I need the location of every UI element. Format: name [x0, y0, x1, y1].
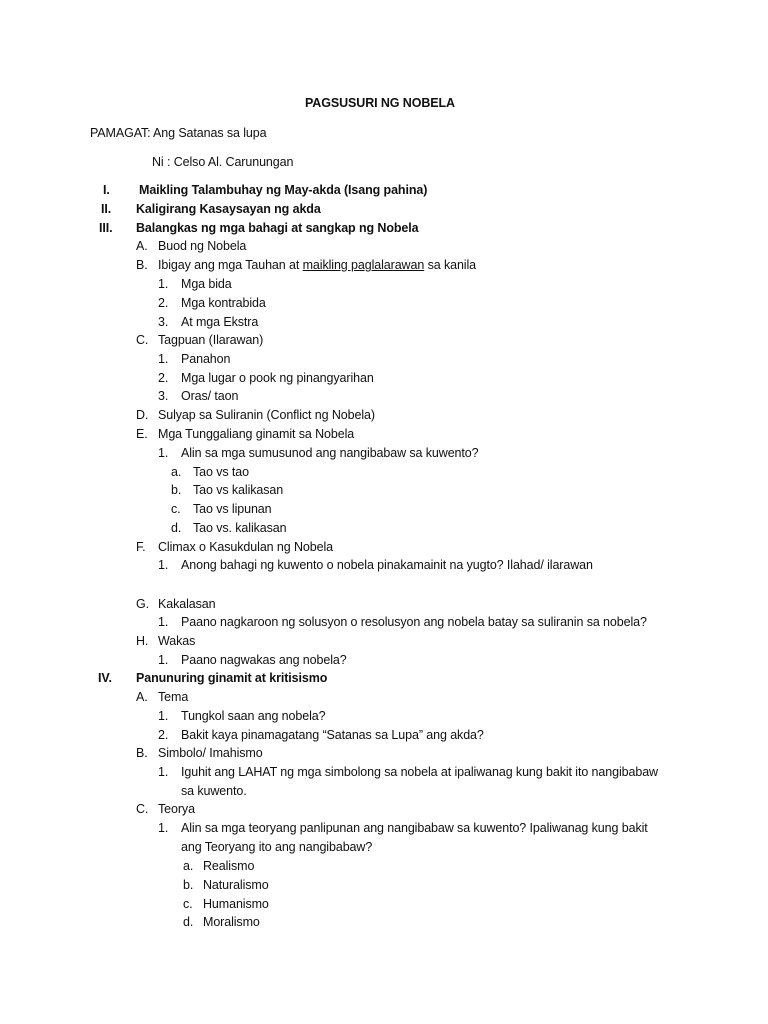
- list-item-continued: ang Teoryang ito ang nangibabaw?: [181, 840, 373, 854]
- list-marker: A.: [136, 690, 148, 704]
- list-item: Realismo: [203, 859, 255, 873]
- list-item: [158, 257, 476, 273]
- list-item: Paano nagkaroon ng solusyon o resolusyon ang nobela batay sa suliranin sa nobela?: [181, 615, 647, 629]
- list-marker: C.: [136, 802, 149, 816]
- list-marker: H.: [136, 634, 149, 648]
- list-item-text: Ibigay ang mga Tauhan at: [158, 258, 303, 272]
- list-item: Tao vs kalikasan: [193, 483, 284, 497]
- list-marker: 2.: [158, 371, 169, 385]
- list-item: Moralismo: [203, 915, 260, 929]
- list-item: Anong bahagi ng kuwento o nobela pinakamainit na yugto? Ilahad/ ilarawan: [181, 558, 593, 572]
- list-marker: B.: [136, 746, 148, 760]
- list-item: Tao vs tao: [193, 465, 249, 479]
- pamagat-value: Ang Satanas sa lupa: [153, 126, 267, 140]
- list-item: Mga kontrabida: [181, 296, 266, 310]
- list-item-text: sa kanila: [424, 258, 477, 272]
- list-item: Humanismo: [203, 897, 269, 911]
- list-item-continued: sa kuwento.: [181, 784, 247, 798]
- section-heading: Maikling Talambuhay ng May-akda (Isang pahina): [139, 183, 428, 197]
- list-marker: B.: [136, 258, 148, 272]
- list-marker: d.: [171, 521, 182, 535]
- list-item: Mga Tunggaliang ginamit sa Nobela: [158, 427, 355, 441]
- list-item: Tao vs lipunan: [193, 502, 272, 516]
- list-marker: 1.: [158, 709, 169, 723]
- list-marker: 2.: [158, 296, 169, 310]
- section-number: III.: [99, 221, 113, 235]
- section-number: IV.: [98, 671, 112, 685]
- list-item: Bakit kaya pinamagatang “Satanas sa Lupa” ang akda?: [181, 728, 484, 742]
- section-heading: Balangkas ng mga bahagi at sangkap ng Nobela: [136, 221, 419, 235]
- list-item: Climax o Kasukdulan ng Nobela: [158, 540, 333, 554]
- list-marker: 1.: [158, 277, 169, 291]
- list-marker: F.: [136, 540, 146, 554]
- list-marker: 1.: [158, 765, 169, 779]
- document-title: PAGSUSURI NG NOBELA: [305, 96, 455, 110]
- list-item: Alin sa mga teoryang panlipunan ang nangibabaw sa kuwento? Ipaliwanag kung bakit: [181, 821, 648, 835]
- list-item: Paano nagwakas ang nobela?: [181, 653, 347, 667]
- list-item: Sulyap sa Suliranin (Conflict ng Nobela): [158, 408, 375, 422]
- list-marker: b.: [183, 878, 194, 892]
- list-item: Tagpuan (Ilarawan): [158, 333, 264, 347]
- list-marker: 3.: [158, 389, 169, 403]
- list-marker: 1.: [158, 821, 169, 835]
- list-item: Naturalismo: [203, 878, 269, 892]
- list-marker: E.: [136, 427, 148, 441]
- pamagat-label: PAMAGAT:: [90, 126, 151, 140]
- list-item: Alin sa mga sumusunod ang nangibabaw sa kuwento?: [181, 446, 479, 460]
- list-item: At mga Ekstra: [181, 315, 259, 329]
- list-marker: c.: [183, 897, 193, 911]
- list-marker: C.: [136, 333, 149, 347]
- list-marker: 1.: [158, 352, 169, 366]
- list-marker: 3.: [158, 315, 169, 329]
- list-item: Tao vs. kalikasan: [193, 521, 287, 535]
- list-marker: G.: [136, 597, 149, 611]
- list-marker: 1.: [158, 653, 169, 667]
- list-marker: b.: [171, 483, 182, 497]
- list-item: Oras/ taon: [181, 389, 239, 403]
- list-marker: c.: [171, 502, 181, 516]
- section-number: II.: [101, 202, 112, 216]
- list-item: Simbolo/ Imahismo: [158, 746, 263, 760]
- section-number: I.: [103, 183, 110, 197]
- list-marker: d.: [183, 915, 194, 929]
- author-line: Ni : Celso Al. Carunungan: [152, 155, 294, 169]
- underlined-text: maikling paglalarawan: [302, 258, 425, 272]
- list-item: Panahon: [181, 352, 231, 366]
- section-heading: Kaligirang Kasaysayan ng akda: [136, 202, 321, 216]
- list-marker: 1.: [158, 446, 169, 460]
- list-item: Buod ng Nobela: [158, 239, 247, 253]
- list-marker: a.: [183, 859, 194, 873]
- list-item: Kakalasan: [158, 597, 216, 611]
- list-item: Tema: [158, 690, 189, 704]
- list-marker: 1.: [158, 615, 169, 629]
- list-item: Wakas: [158, 634, 196, 648]
- list-marker: A.: [136, 239, 148, 253]
- list-item: Teorya: [158, 802, 195, 816]
- list-item: Mga lugar o pook ng pinangyarihan: [181, 371, 374, 385]
- section-heading: Panunuring ginamit at kritisismo: [136, 671, 328, 685]
- list-marker: D.: [136, 408, 149, 422]
- list-item: Mga bida: [181, 277, 232, 291]
- list-marker: 1.: [158, 558, 169, 572]
- list-marker: a.: [171, 465, 182, 479]
- list-item: Tungkol saan ang nobela?: [181, 709, 326, 723]
- list-marker: 2.: [158, 728, 169, 742]
- list-item: Iguhit ang LAHAT ng mga simbolong sa nobela at ipaliwanag kung bakit ito nangibabaw: [181, 765, 658, 779]
